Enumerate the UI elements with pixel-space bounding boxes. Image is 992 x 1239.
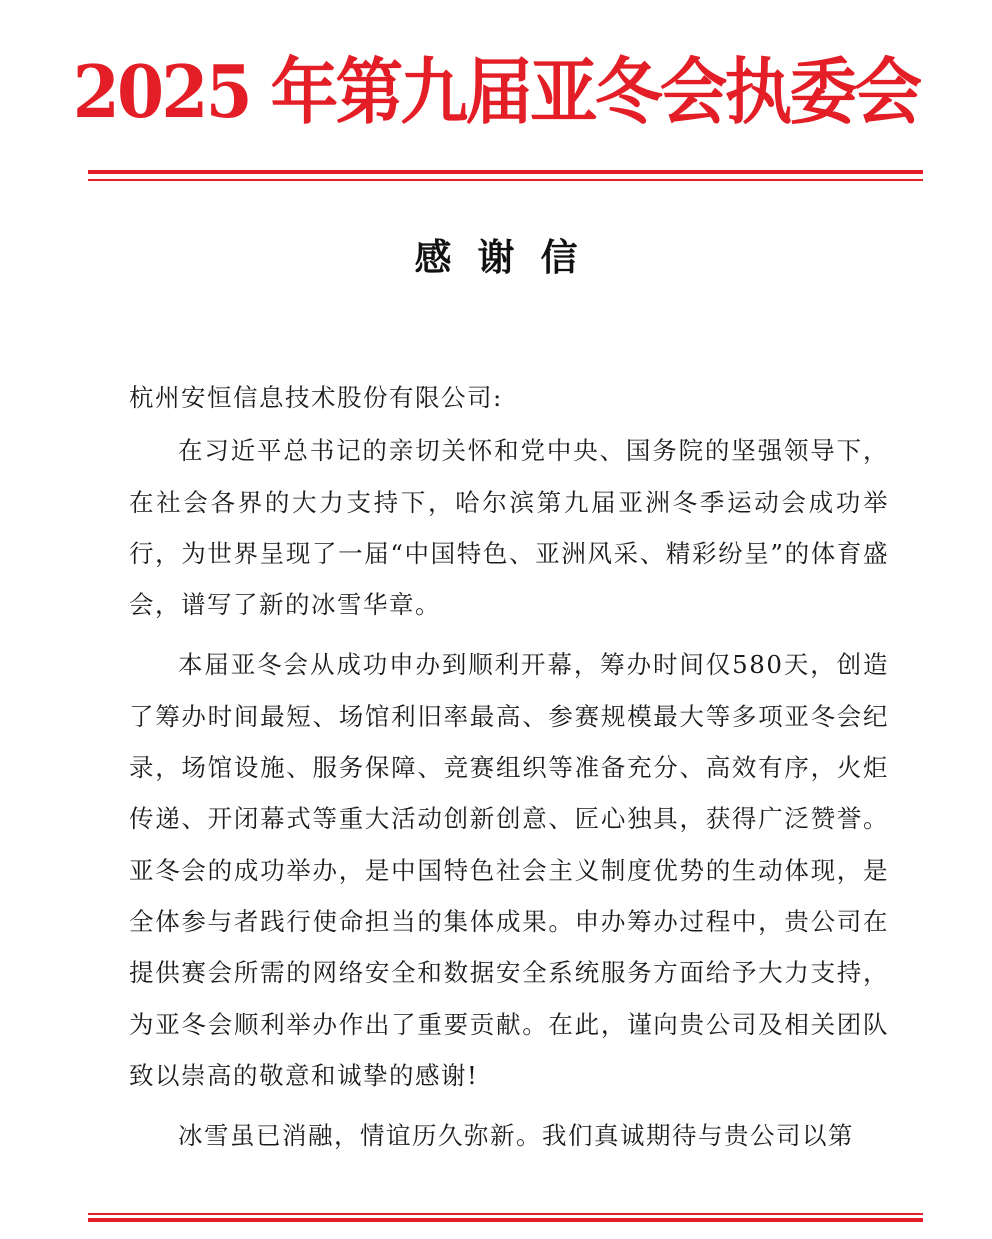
letterhead-title: 2025 年第九届亚冬会执委会 xyxy=(72,49,920,134)
footer-rule-thick xyxy=(88,1218,923,1222)
letterhead-rule-thick xyxy=(88,170,923,174)
paragraph-3: 冰雪虽已消融，情谊历久弥新。我们真诚期待与贵公司以第 xyxy=(178,1121,854,1151)
letterhead-rule-thin xyxy=(88,179,923,181)
paragraph-1: 在习近平总书记的亲切关怀和党中央、国务院的坚强领导下，在社会各界的大力支持下，哈尔滨第九届亚洲冬季运动会成功举行，为世界呈现了一届“中国特色、亚洲风采、精彩纷呈”的体育盛会，谱写了新的冰雪华章。 xyxy=(129,436,889,620)
salutation: 杭州安恒信息技术股份有限公司: xyxy=(129,383,503,412)
paragraph-2: 本届亚冬会从成功申办到顺利开幕，筹办时间仅580天，创造了筹办时间最短、场馆利旧率最高、参赛规模最大等多项亚冬会纪录，场馆设施、服务保障、竞赛组织等准备充分、高效有序，火炬传递、开闭幕式等重大活动创新创意、匠心独具，获得广泛赞誉。亚冬会的成功举办，是中国特色社会主义制度优势的生动体现，是全体参与者践行使命担当的集体成果。申办筹办过程中，贵公司在提供赛会所需的网络安全和数据安全系统服务方面给予大力支持，为亚冬会顺利举办作出了重要贡献。在此，谨向贵公司及相关团队致以崇高的敬意和诚挚的感谢! xyxy=(129,650,889,1090)
footer-rule-thin xyxy=(88,1213,923,1215)
letter-body xyxy=(129,372,889,1161)
document-title: 感谢信 xyxy=(414,236,604,279)
